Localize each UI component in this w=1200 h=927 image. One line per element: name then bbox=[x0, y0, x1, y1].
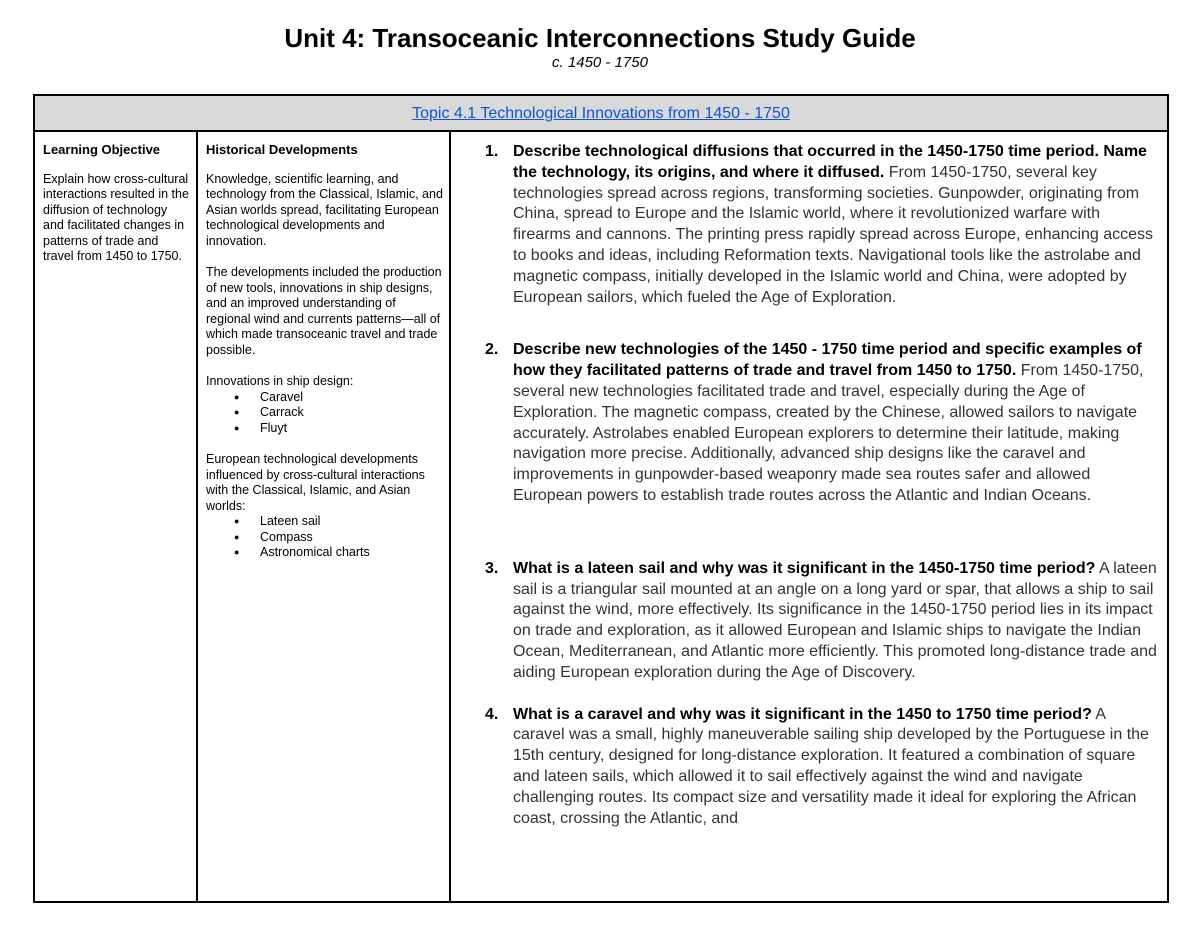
learning-objective-heading: Learning Objective bbox=[43, 142, 161, 157]
historical-developments-heading: Historical Developments bbox=[206, 142, 358, 157]
study-guide-table bbox=[33, 94, 1169, 903]
answer-text: From 1450-1750, several new technologies facilitated trade and travel, especially during the Age of Exploration. The magnetic compass, created by the Chinese, allowed sailors to navigate accurately. Astrolabes enabled European explorers to determine their latitude, making navigation more precise. Additionally, advanced ship designs like the caravel and improvements in gunpowder-based weaponry made sea routes safer and allowed European powers to establish trade routes across the Atlantic and Indian Oceans. bbox=[513, 362, 1144, 504]
tech-developments-list bbox=[206, 514, 443, 561]
learning-objective-text: Explain how cross-cultural interactions resulted in the diffusion of technology and facilitated changes in patterns of trade and travel from 1450 to 1750. bbox=[43, 171, 189, 263]
question-text: Describe new technologies of the 1450 - 1750 time period and specific examples of how they facilitated patterns of trade and travel from 1450 to 1750. bbox=[513, 341, 1142, 380]
document-title: Unit 4: Transoceanic Interconnections Study Guide bbox=[284, 23, 916, 53]
hd-paragraph-2: The developments included the production of new tools, innovations in ship designs, and an improved understanding of regional wind and currents patterns—all of which made transoceanic travel and trade possible. bbox=[206, 265, 442, 357]
list-item: ● Lateen sail bbox=[246, 514, 443, 530]
question-item-3 bbox=[461, 559, 1161, 684]
historical-developments-column bbox=[198, 132, 451, 901]
question-text: What is a caravel and why was it significant in the 1450 to 1750 time period? bbox=[513, 705, 1092, 723]
topic-header-row bbox=[35, 96, 1167, 132]
question-number: 2. bbox=[485, 341, 499, 359]
answer-text: A lateen sail is a triangular sail mounted at an angle on a long yard or spar, that allows a ship to sail against the wind, more effectively. Its significance in the 1450-1750 period lies in its impact on trade and exploration, as it allowed European and Islamic ships to navigate the Indian Ocean, Mediterranean, and Atlantic more efficiently. This promoted long-distance trade and aiding European exploration during the Age of Discovery. bbox=[513, 559, 1157, 681]
ship-design-intro: Innovations in ship design: bbox=[206, 374, 354, 388]
question-item-2 bbox=[461, 340, 1161, 506]
question-item-4 bbox=[461, 705, 1161, 830]
answer-text: From 1450-1750, several key technologies spread across regions, transforming societies. Gunpowder, originating from China, spread to Europe and the Islamic world, where it revolutionized warfare with firearms and cannons. The printing press rapidly spread across Europe, enhancing access to books and ideas, including Reformation texts. Navigational tools like the astrolabe and magnetic compass, initially developed in the Islamic world and China, were adopted by European sailors, which fueled the Age of Exploration. bbox=[513, 163, 1154, 306]
answer-text: A caravel was a small, highly maneuverable sailing ship developed by the Portuguese in the 15th century, designed for long-distance exploration. It featured a combination of square and lateen sails, which allowed it to sail effectively against the wind and navigate challenging routes. Its compact size and versatility made it ideal for exploring the African coast, crossing the Atlantic, and bbox=[513, 705, 1149, 827]
question-text: What is a lateen sail and why was it significant in the 1450-1750 time period? bbox=[513, 559, 1096, 577]
learning-objective-column bbox=[35, 132, 198, 901]
question-number: 4. bbox=[485, 705, 499, 723]
list-item: ● Caravel bbox=[246, 390, 443, 406]
list-item: ● Compass bbox=[246, 530, 443, 546]
list-item: ● Fluyt bbox=[246, 421, 443, 437]
list-item: ● Astronomical charts bbox=[246, 545, 443, 561]
question-text: Describe technological diffusions that occurred in the 1450-1750 time period. Name the technology, its origins, and where it diffused. bbox=[513, 143, 1147, 181]
hd-paragraph-1: Knowledge, scientific learning, and technology from the Classical, Islamic, and Asian worlds spread, facilitating European technological developments and innovation. bbox=[206, 171, 443, 248]
list-item: ● Carrack bbox=[246, 405, 443, 421]
question-list bbox=[461, 142, 1161, 829]
question-number: 3. bbox=[485, 559, 499, 577]
question-item-1 bbox=[461, 142, 1161, 308]
date-range-subtitle: c. 1450 - 1750 bbox=[552, 54, 648, 71]
topic-link[interactable]: Topic 4.1 Technological Innovations from 1450 - 1750 bbox=[412, 105, 790, 122]
question-number: 1. bbox=[485, 143, 499, 160]
tech-developments-intro: European technological developments influenced by cross-cultural interactions with the Classical, Islamic, and Asian worlds: bbox=[206, 452, 425, 513]
questions-column bbox=[451, 132, 1167, 901]
ship-design-list bbox=[206, 390, 443, 437]
